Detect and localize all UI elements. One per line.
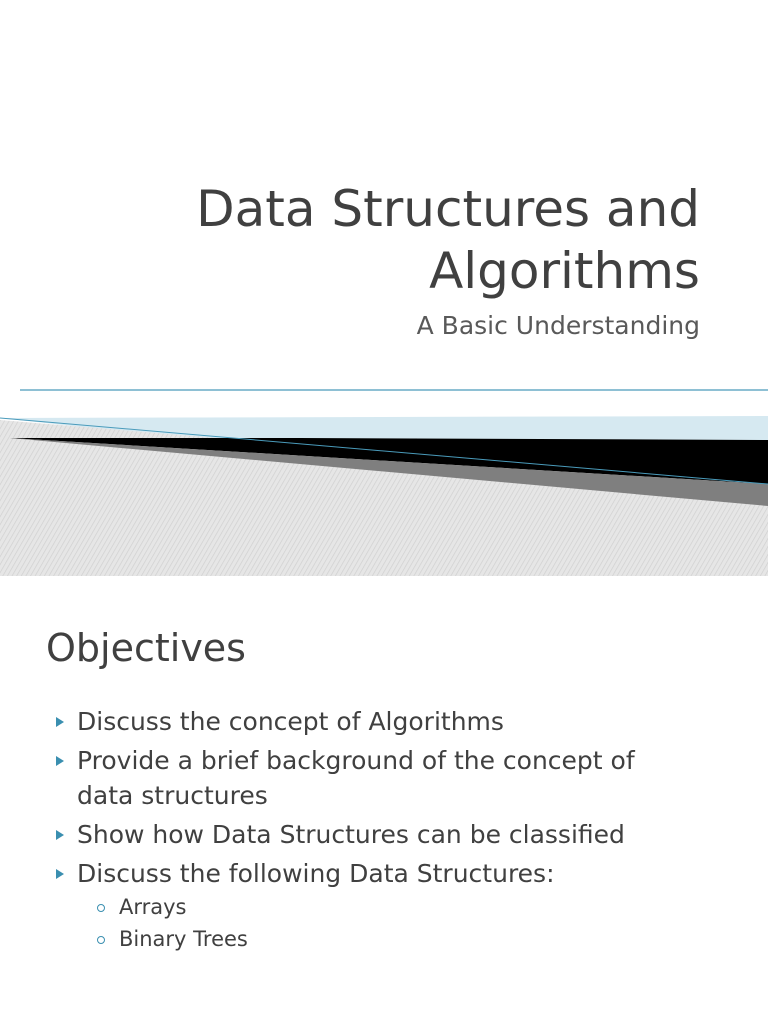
- slide-title-line-2: Algorithms: [429, 242, 700, 300]
- list-item: [56, 743, 726, 813]
- slide-subtitle: A Basic Understanding: [416, 311, 700, 340]
- triangle-bullet-icon: [56, 869, 64, 879]
- list-item: [56, 817, 726, 852]
- triangle-bullet-icon: [56, 756, 64, 766]
- slide-title-line-1: Data Structures and: [196, 180, 700, 238]
- sub-list-item-text: Arrays: [119, 895, 187, 919]
- list-item-text: Show how Data Structures can be classified: [77, 820, 625, 849]
- list-item: [56, 704, 726, 739]
- objectives-slide: [0, 576, 768, 1024]
- list-item-text: Provide a brief background of the concept of: [77, 746, 635, 775]
- list-item-text: Discuss the concept of Algorithms: [77, 707, 504, 736]
- triangle-bullet-icon: [56, 717, 64, 727]
- circle-bullet-icon: [97, 904, 105, 912]
- list-item: [56, 856, 726, 955]
- triangle-bullet-icon: [56, 830, 64, 840]
- sub-list-item-text: Binary Trees: [119, 927, 248, 951]
- sub-list-item: [97, 923, 726, 955]
- title-block: [60, 178, 700, 342]
- list-item-text: Discuss the following Data Structures:: [77, 859, 555, 888]
- decorative-band: [0, 380, 768, 576]
- objectives-list: [56, 704, 726, 959]
- list-item-text-continued: data structures: [77, 781, 268, 810]
- sub-list-item: [97, 891, 726, 923]
- circle-bullet-icon: [97, 936, 105, 944]
- slide-title: [60, 178, 700, 302]
- sub-list: [77, 891, 726, 955]
- objectives-title: Objectives: [46, 626, 246, 670]
